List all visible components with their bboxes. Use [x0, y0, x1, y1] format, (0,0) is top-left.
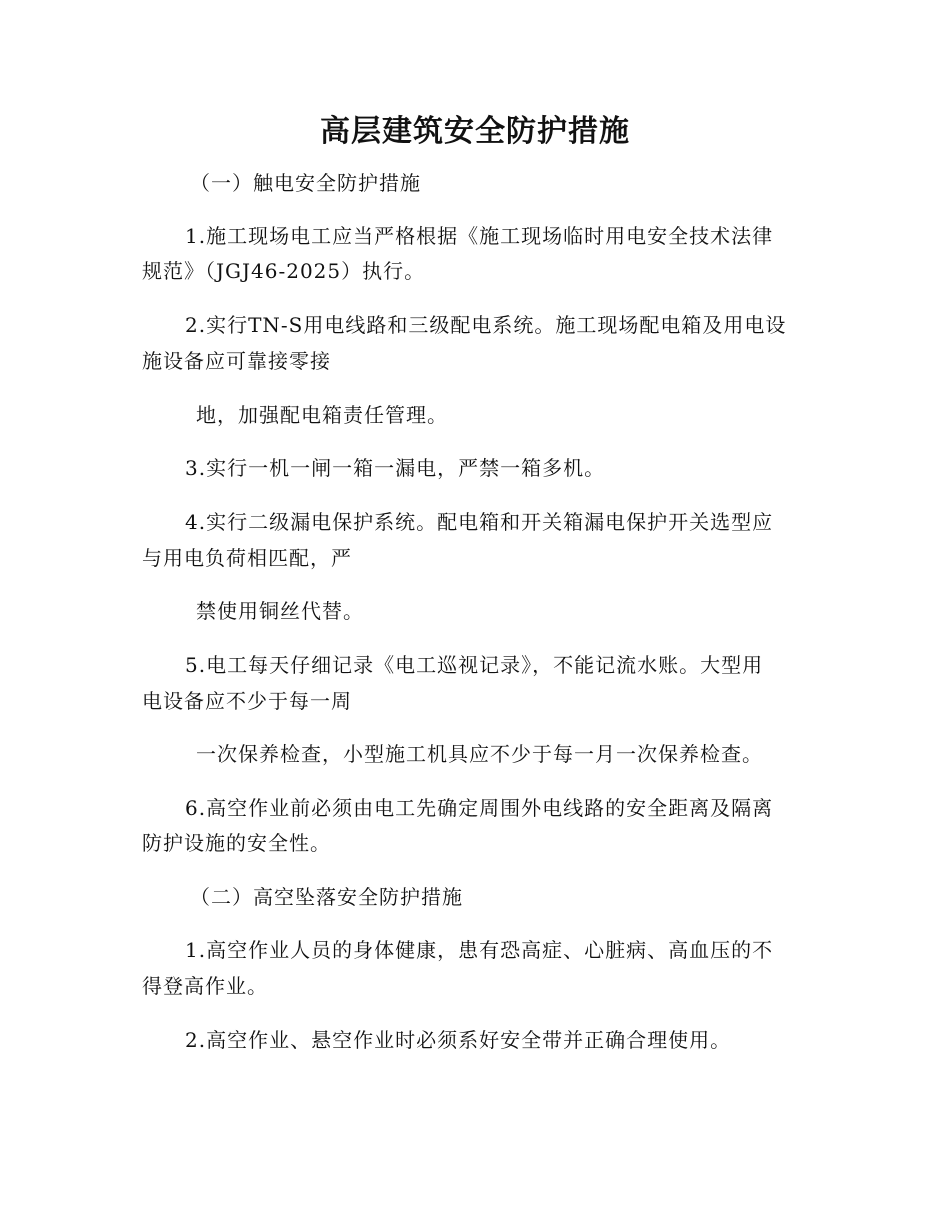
- paragraph-line: 防护设施的安全性。: [142, 831, 331, 855]
- paragraph-line: 3.实行一机一闸一箱一漏电，严禁一箱多机。: [185, 456, 606, 480]
- section-heading-fall: （二）高空坠落安全防护措施: [190, 885, 463, 909]
- paragraph-line: 6.高空作业前必须由电工先确定周围外电线路的安全距离及隔离: [185, 796, 774, 820]
- paragraph-line: 地，加强配电箱责任管理。: [196, 403, 448, 427]
- paragraph-line: 规范》（JGJ46-2025）执行。: [142, 259, 426, 283]
- paragraph-line: 施设备应可靠接零接: [142, 349, 331, 373]
- paragraph-line: 得登高作业。: [142, 974, 268, 998]
- paragraph-line: 电设备应不少于每一周: [142, 689, 352, 713]
- section-heading-electric: （一）触电安全防护措施: [190, 171, 421, 195]
- paragraph-line: 与用电负荷相匹配，严: [142, 546, 352, 570]
- paragraph-line: 1.施工现场电工应当严格根据《施工现场临时用电安全技术法律: [185, 224, 774, 248]
- paragraph-line: 1.高空作业人员的身体健康，患有恐高症、心脏病、高血压的不: [185, 938, 774, 962]
- paragraph-line: 禁使用铜丝代替。: [196, 599, 364, 623]
- paragraph-line: 4.实行二级漏电保护系统。配电箱和开关箱漏电保护开关选型应: [185, 510, 774, 534]
- paragraph-line: 2.实行TN-S用电线路和三级配电系统。施工现场配电箱及用电设: [185, 313, 787, 337]
- paragraph-line: 一次保养检查，小型施工机具应不少于每一月一次保养检查。: [196, 742, 763, 766]
- paragraph-line: 2.高空作业、悬空作业时必须系好安全带并正确合理使用。: [185, 1028, 732, 1052]
- paragraph-line: 5.电工每天仔细记录《电工巡视记录》，不能记流水账。大型用: [185, 653, 764, 677]
- page-title: 高层建筑安全防护措施: [320, 114, 630, 149]
